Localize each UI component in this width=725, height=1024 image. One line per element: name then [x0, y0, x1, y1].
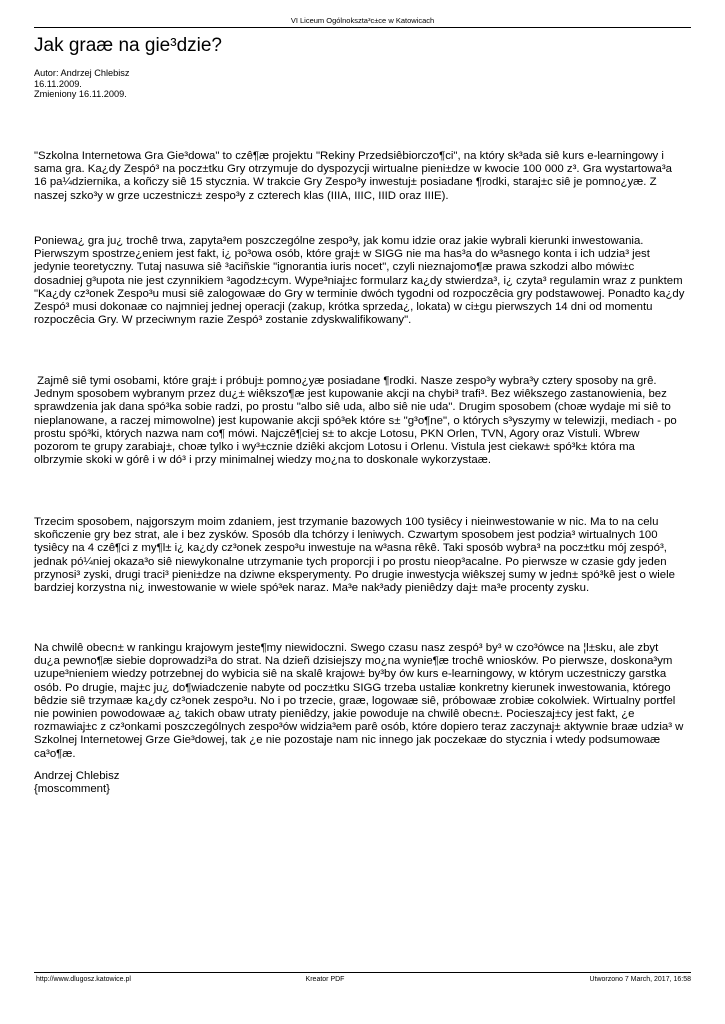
- footer-divider: [34, 972, 691, 973]
- article-signoff: [34, 770, 119, 796]
- page-header-site-name: VI Liceum Ogólnokszta³c±ce w Katowicach: [290, 16, 435, 25]
- article-date: 16.11.2009.: [34, 78, 82, 89]
- article-paragraph-1: "Szkolna Internetowa Gra Gie³dowa" to czê¶æ projektu "Rekiny Przedsiêbiorczo¶ci", na który sk³ada siê kurs e-learningowy i sama gra. Ka¿dy Zespó³ na pocz±tku Gry otrzymuje do dyspozycji wirtualne pieni±dze w kwocie 100 000 z³. Gra wystartowa³a 16 pa¼dziernika, a koñczy siê 15 stycznia. W trakcie Gry Zespo³y inwestuj± posiadane ¶rodki, staraj±c siê je pomno¿yæ. Z naszej szko³y w grze uczestnicz± zespo³y z czterech klas (IIIA, IIIC, IIID oraz IIIE).: [34, 150, 672, 202]
- article-paragraph-5: Na chwilê obecn± w rankingu krajowym jeste¶my niewidoczni. Swego czasu nasz zespó³ by³ w czo³ówce na ¦l±sku, ale zbyt du¿a pewno¶æ siebie doprowadzi³a do strat. Na dzieñ dzisiejszy mo¿na wynie¶æ trochê wniosków. Po pierwsze, doskona³ym uzupe³nieniem wiedzy potrzebnej do wybicia siê na skalê krajow± by³by ów kurs e-learningowy, w którym uczestniczy garstka osób. Po drugie, maj±c ju¿ do¶wiadczenie nabyte od pocz±tku SIGG trzeba ustaliæ konkretny kierunek inwestowania, którego bêdzie siê trzymaæ ka¿dy cz³onek zespo³u. No i po trzecie, graæ, logowaæ siê, próbowaæ zrobiæ cokolwiek. Wirtualny portfel nie powinien powodowaæ a¿ takich obaw utraty pieniêdzy, jakie powoduje na chwilê obecn±. Pocieszaj±cy jest fakt, ¿e rozmawiaj±c z cz³onkami poszczególnych zespo³ów widzia³em parê osób, które dopiero teraz zaczynaj± aktywnie braæ udzia³ w Szkolnej Internetowej Grze Gie³dowej, tak ¿e nie pozostaje nam nic innego jak poczekaæ do stycznia i wtedy podsumowaæ ca³o¶æ.: [34, 642, 684, 760]
- article-paragraph-3: Zajmê siê tymi osobami, które graj± i próbuj± pomno¿yæ posiadane ¶rodki. Nasze zespo³y wybra³y cztery sposoby na grê. Jednym sposobem wybranym przez du¿± wiêkszo¶æ jest kupowanie akcji na chybi³ trafi³. Bez wiêkszego zastanowienia, bez sprawdzenia jak dana spó³ka sobie radzi, po prostu "albo siê uda, albo siê nie uda". Drugim sposobem (choæ wydaje mi siê to nieplanowane, a raczej mimowolne) jest kupowanie akcji spó³ek które s± "g³o¶ne", o których s³yszymy w telewizji, mediach - po prostu spó³ki, których nazwa nam co¶ mówi. Najczê¶ciej s± to akcje Lotosu, PKN Orlen, TVN, Agory oraz Vistuli. Wbrew pozorom te grupy zarabiaj±, choæ tylko i wy³±cznie dziêki akcjom Lotosu i Orlenu. Vistula jest ciekaw± spó³k± która ma olbrzymie skoki w górê i w dó³ i przy minimalnej wiedzy mo¿na to doskonale wykorzystaæ.: [34, 375, 680, 467]
- article-modified-date: Zmieniony 16.11.2009.: [34, 89, 127, 99]
- article-meta: [34, 68, 130, 100]
- footer-created-date: Utworzono 7 March, 2017, 16:58: [589, 976, 691, 983]
- article-paragraph-2: Poniewa¿ gra ju¿ trochê trwa, zapyta³em poszczególne zespo³y, jak komu idzie oraz jakie wybrali kierunki inwestowania. Pierwszym spostrze¿eniem jest fakt, i¿ po³owa osób, które graj± w SIGG nie ma has³a do w³asnego konta i ich udzia³ jest jedynie teoretyczny. Tutaj nasuwa siê ³aciñskie "ignorantia iuris nocet", czyli nieznajomo¶æ prawa szkodzi albo mówi±c dosadniej g³upota nie jest czynnikiem ³agodz±cym. Wype³niaj±c formularz ka¿dy stwierdza³, i¿ czyta³ regulamin wraz z punktem "Ka¿dy cz³onek Zespo³u musi siê zalogowaæ do Gry w terminie dwóch tygodni od rozpoczêcia gry podstawowej. Ponadto ka¿dy Zespó³ musi dokonaæ co najmniej jednej operacji (zakup, krótka sprzeda¿, lokata) w ci±gu pierwszych 14 dni od momentu rozpoczêcia Gry. W przeciwnym razie Zespó³ zostanie zdyskwalifikowany".: [34, 235, 685, 327]
- footer-site-url[interactable]: http://www.dlugosz.katowice.pl: [36, 976, 131, 983]
- article-paragraph-4: Trzecim sposobem, najgorszym moim zdaniem, jest trzymanie bazowych 100 tysiêcy i nieinwestowanie w nic. Ma to na celu skoñczenie gry bez strat, ale i bez zysków. Sposób dla tchórzy i leniwych. Czwartym sposobem jest podzia³ wirtualnych 100 tysiêcy na 4 czê¶ci z my¶l± i¿ ka¿dy cz³onek zespo³u inwestuje na w³asna rêkê. Taki sposób wybra³ na pocz±tku mój zespó³, jednak pó¼niej okaza³o siê niewykonalne utrzymanie tych proporcji i po prostu nieop³acalne. Po pierwsze w czasie gdy jeden przynosi³ zyski, drugi traci³ pieni±dze na dziwne eksperymenty. Po drugie inwestycja wiêkszej sumy w jedn± spó³kê jest o wiele bardziej korzystna ni¿ inwestowanie w wiele spó³ek naraz. Ma³e nak³ady pieniêdzy daj± ma³e procenty zysku.: [34, 516, 675, 595]
- article-title: Jak graæ na gie³dzie?: [34, 35, 222, 56]
- article-author: Autor: Andrzej Chlebisz: [34, 68, 130, 78]
- footer-generator: Kreator PDF: [305, 976, 345, 983]
- article-signature: Andrzej Chlebisz: [34, 770, 120, 782]
- comment-placeholder: {moscomment}: [34, 783, 110, 796]
- header-divider: [34, 27, 691, 28]
